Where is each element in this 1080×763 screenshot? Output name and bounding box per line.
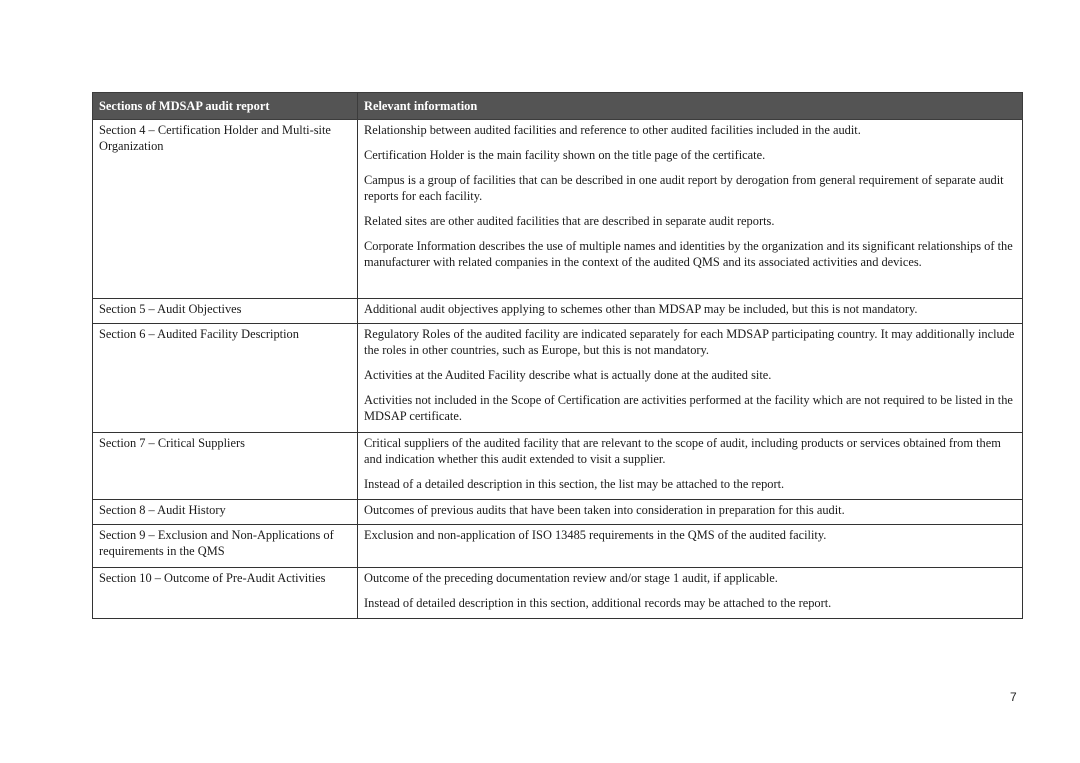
section-cell: Section 6 – Audited Facility Description [93,324,358,433]
table-row [93,568,1023,619]
section-cell: Section 8 – Audit History [93,500,358,525]
info-cell [358,568,1023,619]
section-cell: Section 10 – Outcome of Pre-Audit Activities [93,568,358,619]
table-row [93,299,1023,324]
info-paragraph: Exclusion and non-application of ISO 13485 requirements in the QMS of the audited facility. [364,528,827,542]
info-paragraph: Critical suppliers of the audited facility that are relevant to the scope of audit, including products or services obtained from them and indication whether this audit extended to visit a supplier. [364,436,1001,466]
table-row [93,324,1023,433]
section-cell: Section 4 – Certification Holder and Multi-site Organization [93,120,358,299]
info-paragraph: Campus is a group of facilities that can be described in one audit report by derogation from general requirement of separate audit reports for each facility. [364,173,1004,203]
info-paragraph: Outcomes of previous audits that have been taken into consideration in preparation for this audit. [364,503,845,517]
audit-report-sections-table [92,92,1023,619]
info-paragraph: Outcome of the preceding documentation review and/or stage 1 audit, if applicable. [364,571,778,585]
table-row [93,433,1023,500]
info-paragraph: Instead of a detailed description in this section, the list may be attached to the report. [364,477,785,491]
page-number: 7 [1010,690,1017,704]
info-cell [358,120,1023,299]
info-paragraph: Corporate Information describes the use of multiple names and identities by the organization and its significant relationships of the manufacturer with related companies in the context of the audited QMS and its associated activities and devices. [364,239,1013,269]
info-paragraph: Instead of detailed description in this section, additional records may be attached to the report. [364,596,832,610]
info-paragraph: Regulatory Roles of the audited facility are indicated separately for each MDSAP participating country. It may additionally include the roles in other countries, such as Europe, but this is not mandatory. [364,327,1015,357]
info-paragraph: Activities at the Audited Facility describe what is actually done at the audited site. [364,368,772,382]
column-header-relevant-information: Relevant information [358,93,1023,120]
section-cell: Section 5 – Audit Objectives [93,299,358,324]
info-paragraph: Additional audit objectives applying to schemes other than MDSAP may be included, but this is not mandatory. [364,302,918,316]
info-cell [358,324,1023,433]
info-cell [358,500,1023,525]
info-cell [358,299,1023,324]
table-row [93,500,1023,525]
info-paragraph: Certification Holder is the main facility shown on the title page of the certificate. [364,148,766,162]
section-cell: Section 9 – Exclusion and Non-Applications of requirements in the QMS [93,525,358,568]
table-row [93,120,1023,299]
info-cell [358,433,1023,500]
section-cell: Section 7 – Critical Suppliers [93,433,358,500]
column-header-sections: Sections of MDSAP audit report [93,93,358,120]
info-paragraph: Related sites are other audited facilities that are described in separate audit reports. [364,214,775,228]
table-header-row [93,93,1023,120]
info-cell [358,525,1023,568]
table-row [93,525,1023,568]
info-paragraph: Activities not included in the Scope of Certification are activities performed at the facility which are not required to be listed in the MDSAP certificate. [364,393,1013,423]
info-paragraph: Relationship between audited facilities and reference to other audited facilities included in the audit. [364,123,861,137]
